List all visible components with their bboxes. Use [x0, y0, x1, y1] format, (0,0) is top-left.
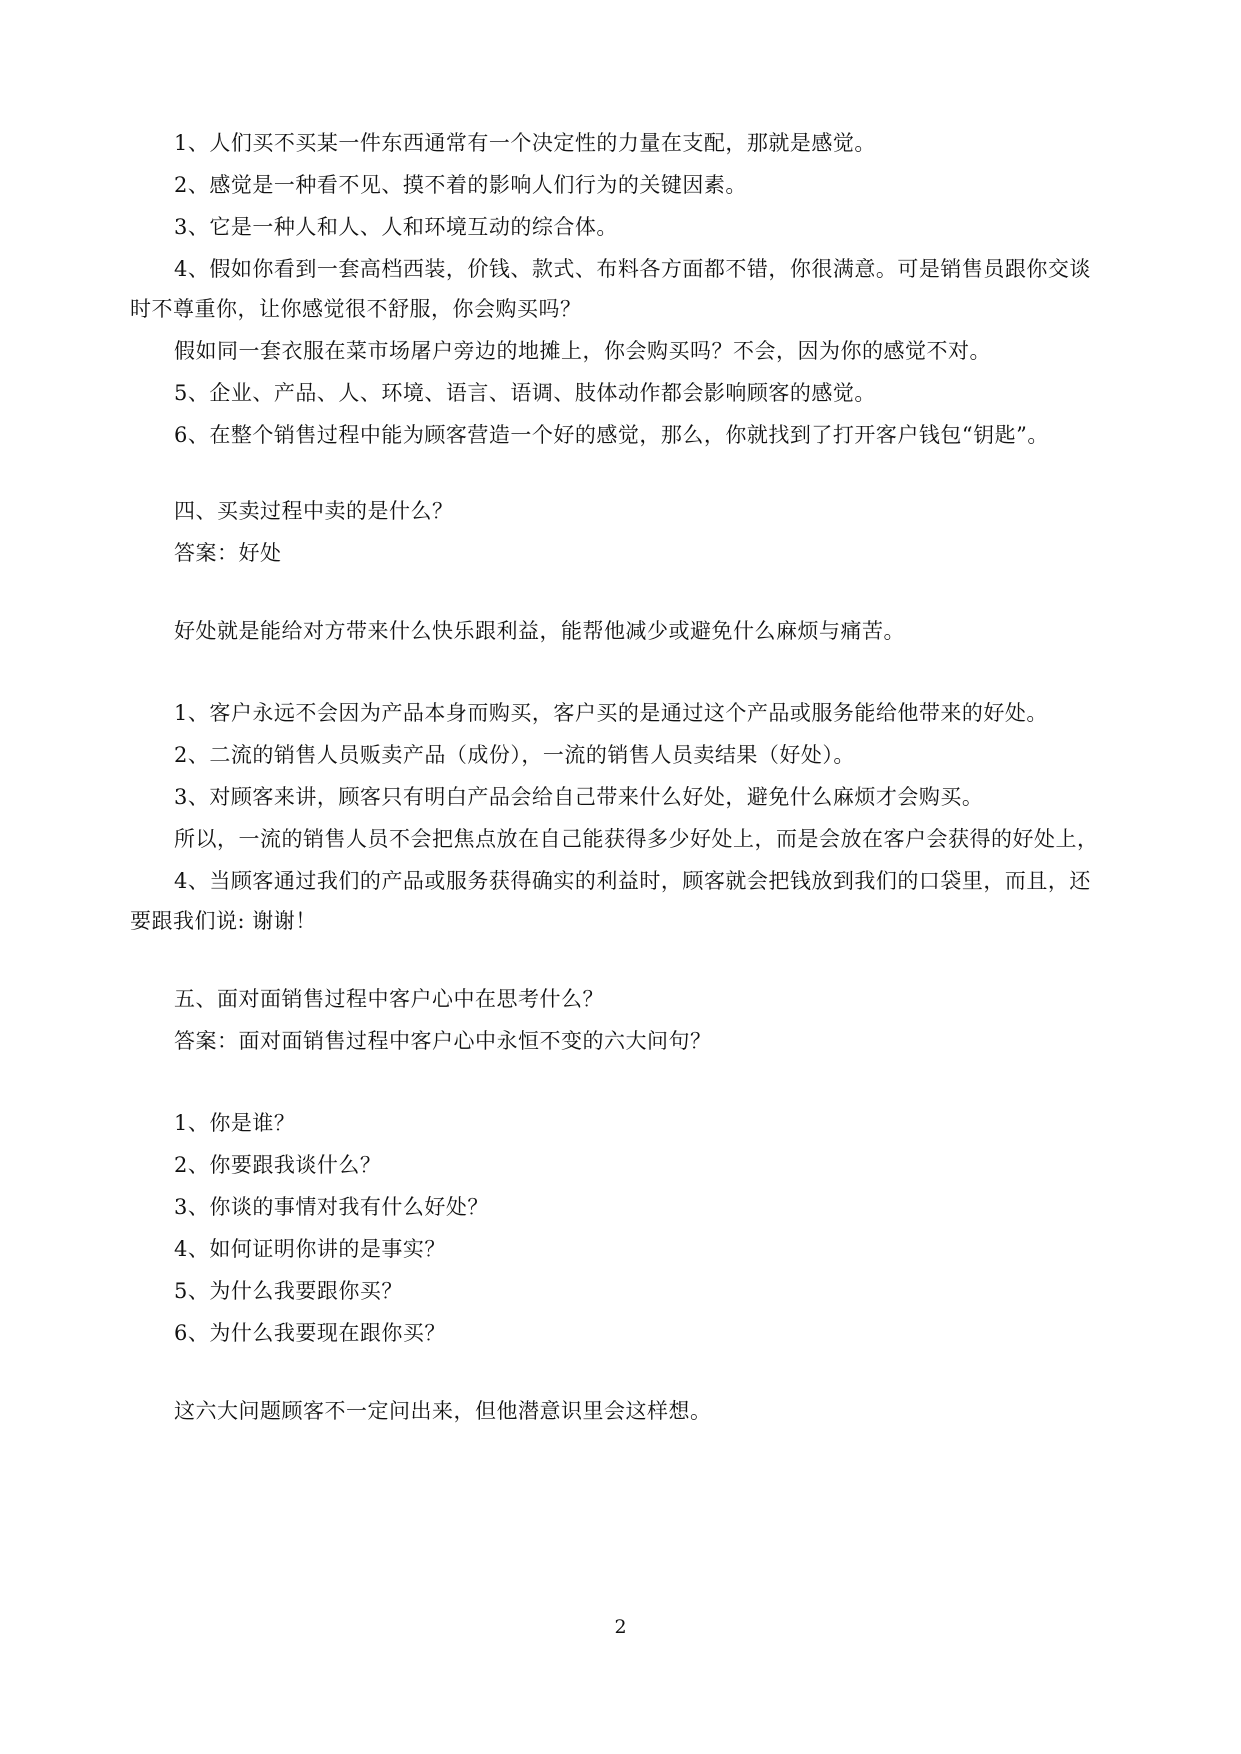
paragraph-line: 3、它是一种人和人、人和环境互动的综合体。: [174, 215, 618, 239]
paragraph-line: 要跟我们说: 谢谢！: [130, 909, 317, 933]
list-item: 2、你要跟我谈什么？: [174, 1153, 382, 1177]
list-item: 1、你是谁？: [174, 1111, 296, 1135]
answer-line: 答案：面对面销售过程中客户心中永恒不变的六大问句？: [174, 1029, 712, 1053]
paragraph-line: 3、对顾客来讲，顾客只有明白产品会给自己带来什么好处，避免什么麻烦才会购买。: [174, 785, 984, 809]
page-number: 2: [614, 1616, 627, 1638]
section-heading: 四、买卖过程中卖的是什么？: [174, 499, 454, 523]
paragraph-line: 2、二流的销售人员贩卖产品（成份），一流的销售人员卖结果（好处）。: [174, 743, 855, 767]
paragraph-line: 好处就是能给对方带来什么快乐跟利益，能帮他减少或避免什么麻烦与痛苦。: [174, 619, 905, 643]
list-item: 6、为什么我要现在跟你买？: [174, 1321, 446, 1345]
paragraph-line: 时不尊重你，让你感觉很不舒服，你会购买吗？: [130, 297, 582, 321]
paragraph-line: 2、感觉是一种看不见、摸不着的影响人们行为的关键因素。: [174, 173, 747, 197]
paragraph-line: 4、当顾客通过我们的产品或服务获得确实的利益时，顾客就会把钱放到我们的口袋里，而且，还: [174, 869, 1091, 893]
paragraph-line: 5、企业、产品、人、环境、语言、语调、肢体动作都会影响顾客的感觉。: [174, 381, 876, 405]
list-item: 5、为什么我要跟你买？: [174, 1279, 403, 1303]
paragraph-line: 6、在整个销售过程中能为顾客营造一个好的感觉，那么，你就找到了打开客户钱包“钥匙”。: [174, 423, 1049, 447]
paragraph-line: 所以，一流的销售人员不会把焦点放在自己能获得多少好处上，而是会放在客户会获得的好处上，: [174, 827, 1099, 851]
section-heading: 五、面对面销售过程中客户心中在思考什么？: [174, 987, 604, 1011]
answer-line: 答案：好处: [174, 541, 282, 565]
paragraph-line: 假如同一套衣服在菜市场屠户旁边的地摊上，你会购买吗？不会，因为你的感觉不对。: [174, 339, 991, 363]
paragraph-line: 4、假如你看到一套高档西装，价钱、款式、布料各方面都不错，你很满意。可是销售员跟你交谈: [174, 257, 1091, 281]
list-item: 3、你谈的事情对我有什么好处？: [174, 1195, 489, 1219]
list-item: 4、如何证明你讲的是事实？: [174, 1237, 446, 1261]
paragraph-line: 1、客户永远不会因为产品本身而购买，客户买的是通过这个产品或服务能给他带来的好处。: [174, 701, 1048, 725]
paragraph-line: 这六大问题顾客不一定问出来，但他潜意识里会这样想。: [174, 1399, 712, 1423]
paragraph-line: 1、人们买不买某一件东西通常有一个决定性的力量在支配，那就是感觉。: [174, 131, 876, 155]
